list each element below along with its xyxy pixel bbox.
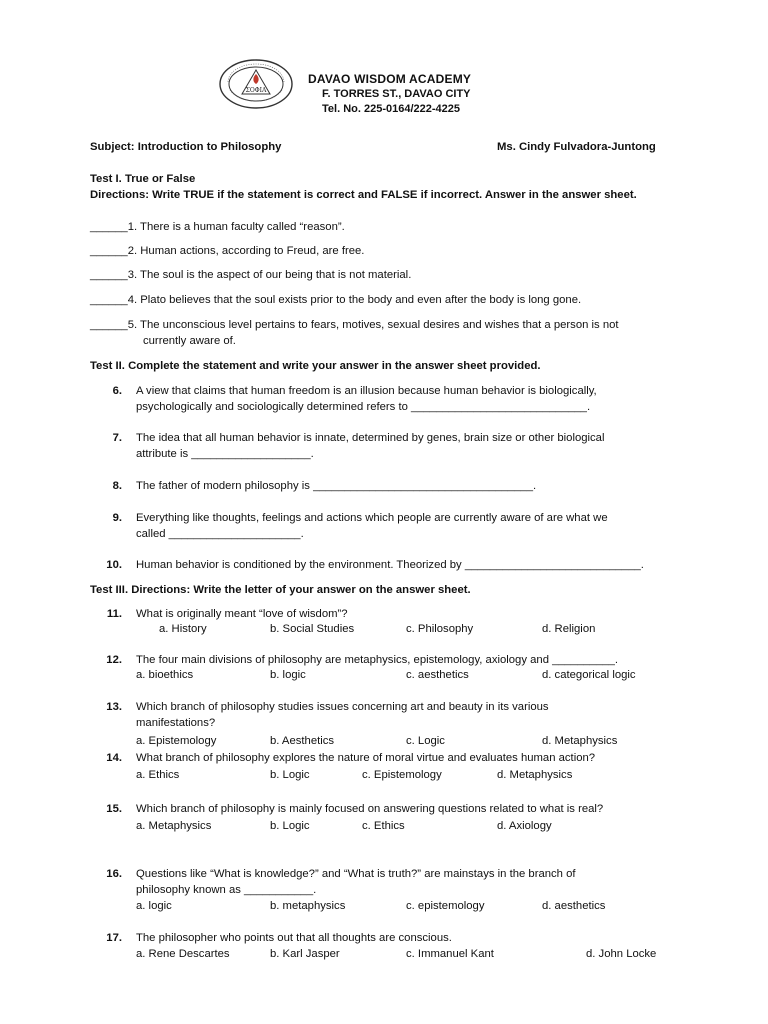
school-address: F. TORRES ST., DAVAO CITY <box>322 88 471 101</box>
choice-b: b. logic <box>270 669 306 681</box>
item-number: 11. <box>106 608 122 620</box>
choice-a: a. Rene Descartes <box>136 948 230 960</box>
test2-title: Test II. Complete the statement and write your answer in the answer sheet provided. <box>90 360 541 372</box>
school-header <box>308 71 471 117</box>
item-number: 6. <box>112 385 122 397</box>
question-text: Which branch of philosophy studies issues concerning art and beauty in its various <box>136 701 549 713</box>
choice-a: a. logic <box>136 900 172 912</box>
choice-a: a. bioethics <box>136 669 194 681</box>
tf-item: ______3. The soul is the aspect of our being that is not material. <box>90 269 412 281</box>
question-text: The four main divisions of philosophy are metaphysics, epistemology, axiology and __________. <box>136 654 619 666</box>
choice-a: a. Metaphysics <box>136 820 212 832</box>
item-number: 9. <box>112 512 122 524</box>
choice-b: b. metaphysics <box>270 900 346 912</box>
question-text: Human behavior is conditioned by the environment. Theorized by ____________________________. <box>136 559 644 571</box>
choice-b: b. Logic <box>270 820 310 832</box>
item-number: 8. <box>112 480 122 492</box>
school-tel: Tel. No. 225-0164/222-4225 <box>322 103 460 116</box>
choice-c: c. Ethics <box>362 820 405 832</box>
choice-a: a. Ethics <box>136 769 180 781</box>
question-text: The idea that all human behavior is innate, determined by genes, brain size or other biological <box>136 432 605 444</box>
school-logo <box>218 58 294 110</box>
question-text: What is originally meant “love of wisdom”? <box>136 608 348 620</box>
choice-c: c. Epistemology <box>362 769 442 781</box>
tf-item: ______1. There is a human faculty called “reason”. <box>90 221 345 233</box>
item-number: 17. <box>106 932 122 944</box>
question-text: Questions like “What is knowledge?” and “What is truth?” are mainstays in the branch of <box>136 868 576 880</box>
item-number: 16. <box>106 868 122 880</box>
choice-c: c. Logic <box>406 735 445 747</box>
question-text: A view that claims that human freedom is an illusion because human behavior is biologically, <box>136 385 597 397</box>
item-number: 7. <box>112 432 122 444</box>
tf-item: ______4. Plato believes that the soul exists prior to the body and even after the body is long gone. <box>90 294 582 306</box>
question-text: attribute is ___________________. <box>136 448 314 460</box>
choice-b: b. Aesthetics <box>270 735 335 747</box>
tf-item: ______2. Human actions, according to Freud, are free. <box>90 245 365 257</box>
choice-d: d. categorical logic <box>542 669 636 681</box>
question-text: Which branch of philosophy is mainly focused on answering questions related to what is real? <box>136 803 604 815</box>
question-text: The father of modern philosophy is ___________________________________. <box>136 480 537 492</box>
test3-title: Test III. Directions: Write the letter of your answer on the answer sheet. <box>90 584 471 596</box>
question-text: What branch of philosophy explores the nature of moral virtue and evaluates human action? <box>136 752 596 764</box>
choice-c: c. Immanuel Kant <box>406 948 494 960</box>
choice-b: b. Logic <box>270 769 310 781</box>
item-number: 15. <box>106 803 122 815</box>
teacher-name: Ms. Cindy Fulvadora-Juntong <box>497 141 656 153</box>
tf-item: ______5. The unconscious level pertains to fears, motives, sexual desires and wishes that a person is not <box>90 319 619 331</box>
item-number: 13. <box>106 701 122 713</box>
item-number: 14. <box>106 752 122 764</box>
choice-d: d. Metaphysics <box>542 735 618 747</box>
tf-item-continuation: currently aware of. <box>143 335 236 347</box>
choice-d: d. Metaphysics <box>497 769 573 781</box>
question-text: Everything like thoughts, feelings and actions which people are currently aware of are what we <box>136 512 608 524</box>
item-number: 10. <box>106 559 122 571</box>
school-name: DAVAO WISDOM ACADEMY <box>308 72 472 86</box>
test1-directions: Directions: Write TRUE if the statement is correct and FALSE if incorrect. Answer in the answer sheet. <box>90 189 637 201</box>
choice-b: b. Karl Jasper <box>270 948 340 960</box>
svg-text:ΣΟΦΙΑ: ΣΟΦΙΑ <box>245 87 267 94</box>
question-text: manifestations? <box>136 717 216 729</box>
question-text: called _____________________. <box>136 528 304 540</box>
question-text: psychologically and sociologically determined refers to ____________________________. <box>136 401 591 413</box>
choice-b: b. Social Studies <box>270 623 355 635</box>
choice-c: c. aesthetics <box>406 669 469 681</box>
choice-c: c. epistemology <box>406 900 485 912</box>
choice-d: d. aesthetics <box>542 900 606 912</box>
subject-line: Subject: Introduction to Philosophy <box>90 141 282 153</box>
choice-c: c. Philosophy <box>406 623 474 635</box>
choice-d: d. John Locke <box>586 948 657 960</box>
test1-title: Test I. True or False <box>90 173 196 185</box>
item-number: 12. <box>106 654 122 666</box>
choice-d: d. Axiology <box>497 820 552 832</box>
choice-d: d. Religion <box>542 623 596 635</box>
question-text: The philosopher who points out that all thoughts are conscious. <box>136 932 452 944</box>
choice-a: a. History <box>159 623 207 635</box>
choice-a: a. Epistemology <box>136 735 217 747</box>
question-text: philosophy known as ___________. <box>136 884 317 896</box>
